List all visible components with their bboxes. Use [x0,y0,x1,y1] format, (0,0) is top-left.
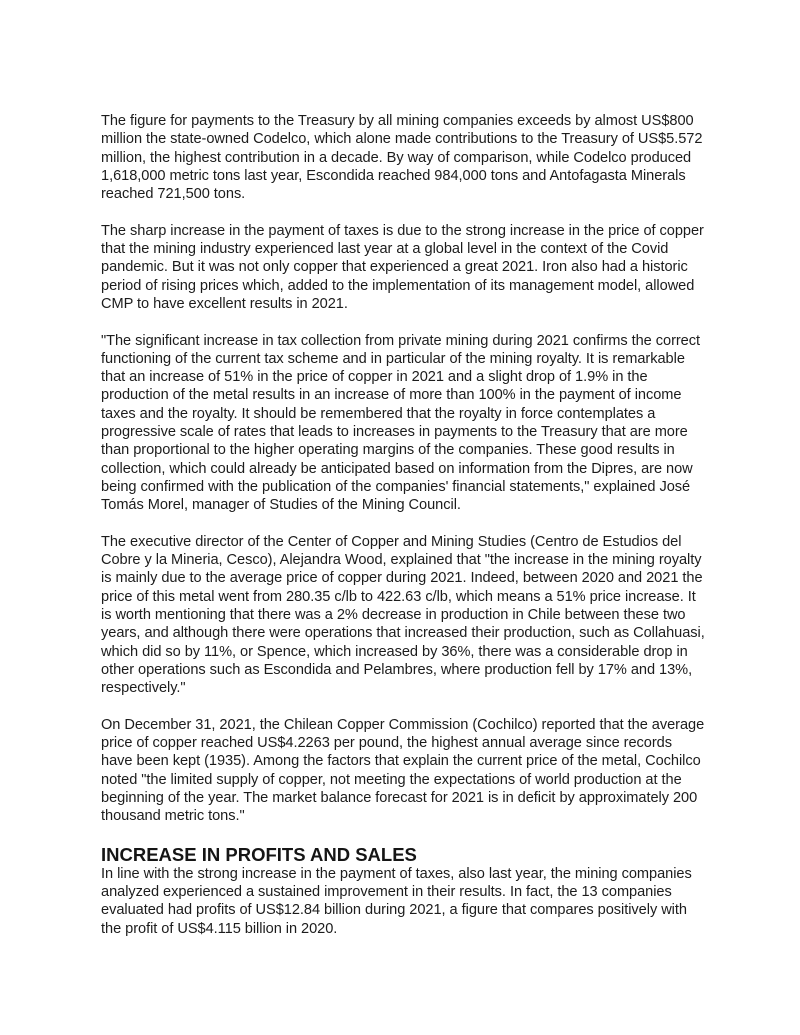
document-page [101,112,707,938]
paragraph-cesco-quote: The executive director of the Center of Copper and Mining Studies (Centro de Estudios del Cobre y la Mineria, Cesco), Alejandra Wood, explained that "the increase in the mining royalty is mainly due to the average price of copper during 2021. Indeed, between 2020 and 2021 the price of this metal went from 280.35 c/lb to 422.63 c/lb, which means a 51% price increase. It is worth mentioning that there was a 2% decrease in production in Chile between these two years, and although there were operations that increased their production, such as Collahuasi, which did so by 11%, or Spence, which increased by 36%, there was a considerable drop in other operations such as Escondida and Pelambres, where production fell by 17% and 13%, respectively." [101,533,705,697]
paragraph-profits: In line with the strong increase in the payment of taxes, also last year, the mining companies analyzed experienced a sustained improvement in their results. In fact, the 13 companies evaluated had profits of US$12.84 billion during 2021, a figure that compares positively with the profit of US$4.115 billion in 2020. [101,865,692,937]
paragraph-treasury-payments: The figure for payments to the Treasury by all mining companies exceeds by almost US$800 million the state-owned Codelco, which alone made contributions to the Treasury of US$5.572 million, the highest contribution in a decade. By way of comparison, while Codelco produced 1,618,000 metric tons last year, Escondida reached 984,000 tons and Antofagasta Minerals reached 721,500 tons. [101,113,703,203]
paragraph-mining-council-quote: "The significant increase in tax collection from private mining during 2021 confirms the correct functioning of the current tax scheme and in particular of the mining royalty. It is remarkable that an increase of 51% in the price of copper in 2021 and a slight drop of 1.9% in the production of the metal results in an increase of more than 100% in the payment of income taxes and the royalty. It should be remembered that the royalty in force contemplates a progressive scale of rates that leads to increases in payments to the Treasury that are more than proportional to the higher operating margins of the companies. These good results in collection, which could already be anticipated based on information from the Dipres, are now being confirmed with the publication of the companies' financial statements," explained José Tomás Morel, manager of Studies of the Mining Council. [101,332,701,514]
section-heading: INCREASE IN PROFITS AND SALES [101,843,417,865]
paragraph-cochilco-price: On December 31, 2021, the Chilean Copper Commission (Cochilco) reported that the average price of copper reached US$4.2263 per pound, the highest annual average since records have been kept (1935). Among the factors that explain the current price of the metal, Cochilco noted "the limited supply of copper, not meeting the expectations of world production at the beginning of the year. The market balance forecast for 2021 is in deficit by approximately 200 thousand metric tons." [101,716,705,825]
paragraph-tax-increase: The sharp increase in the payment of taxes is due to the strong increase in the price of copper that the mining industry experienced last year at a global level in the context of the Covid pandemic. But it was not only copper that experienced a great 2021. Iron also had a historic period of rising prices which, added to the implementation of its management model, allowed CMP to have excellent results in 2021. [101,222,704,312]
